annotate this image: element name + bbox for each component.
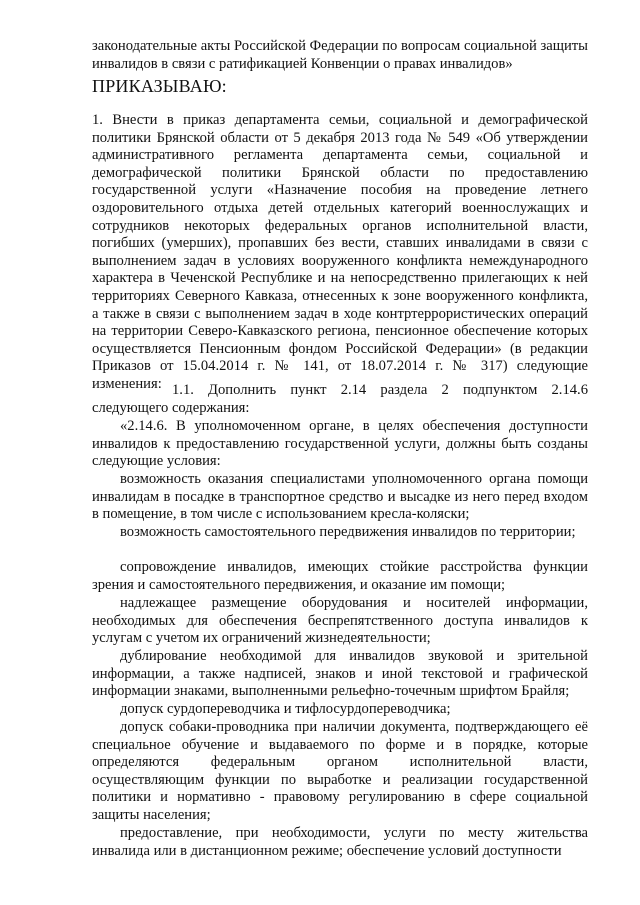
condition-8-paragraph: предоставление, при необходимости, услуги по месту жительства инвалида или в дистанционном режиме; обеспечение условий доступности [92,825,588,859]
item-1-1-paragraph: 1.1. Дополнить пункт 2.14 раздела 2 подпунктом 2.14.6 следующего содержания: [92,382,588,416]
item-1-paragraph: 1. Внести в приказ департамента семьи, социальной и демографической политики Брянской области от 5 декабря 2013 года № 549 «Об утверждении административного регламента департамента семьи, социальной и демографической политики Брянской области по предоставлению государственной услуги «Назначение пособия на проведение летнего оздоровительного отдыха детей отдельных категорий военнослужащих и сотрудников некоторых федеральных органов исполнительной власти, погибших (умерших), пропавших без вести, ставших инвалидами в связи с выполнением задач в условиях вооруженного конфликта немеждународного характера в Чеченской Республике и на непосредственно прилегающих к ней территориях Северного Кавказа, отнесенных к зоне вооруженного конфликта, а также в связи с выполнением задач в ходе контртеррористических операций на территории Северо-Кавказского региона, пенсионное обеспечение которых осуществляется Пенсионным фондом Российской Федерации» (в редакции Приказов от 15.04.2014 г. № 141, от 18.07.2014 г. № 317) следующие изменения: [92,112,588,392]
condition-2-paragraph: возможность самостоятельного передвижения инвалидов по территории; [120,524,576,540]
condition-4-paragraph: надлежащее размещение оборудования и носителей информации, необходимых для обеспечения беспрепятственного доступа инвалидов к услугам с учетом их ограничений жизнедеятельности; [92,595,588,647]
order-heading: ПРИКАЗЫВАЮ: [92,76,227,96]
condition-6-paragraph: допуск сурдопереводчика и тифлосурдопереводчика; [120,701,451,717]
condition-7-paragraph: допуск собаки-проводника при наличии документа, подтверждающего её специальное обучение и выдаваемого по форме и в порядке, которые определяются федеральным органом исполнительной власти, осуществляющим функции по выработке и реализации государственной политики и нормативно - правовому регулированию в сфере социальной защиты населения; [92,719,588,823]
subclause-2-14-6-paragraph: «2.14.6. В уполномоченном органе, в целях обеспечения доступности инвалидов к предоставлению государственной услуги, должны быть созданы следующие условия: [92,418,588,470]
intro-paragraph: законодательные акты Российской Федерации по вопросам социальной защиты инвалидов в связи с ратификацией Конвенции о правах инвалидов» [92,38,588,72]
condition-5-paragraph: дублирование необходимой для инвалидов звуковой и зрительной информации, а также надписей, знаков и иной текстовой и графической информации знаками, выполненными рельефно-точечным шрифтом Брайля; [92,648,588,700]
condition-1-paragraph: возможность оказания специалистами уполномоченного органа помощи инвалидам в посадке в транспортное средство и высадке из него перед входом в помещение, в том числе с использованием кресла-коляски; [92,471,588,523]
condition-3-paragraph: сопровождение инвалидов, имеющих стойкие расстройства функции зрения и самостоятельного передвижения, и оказание им помощи; [92,559,588,593]
